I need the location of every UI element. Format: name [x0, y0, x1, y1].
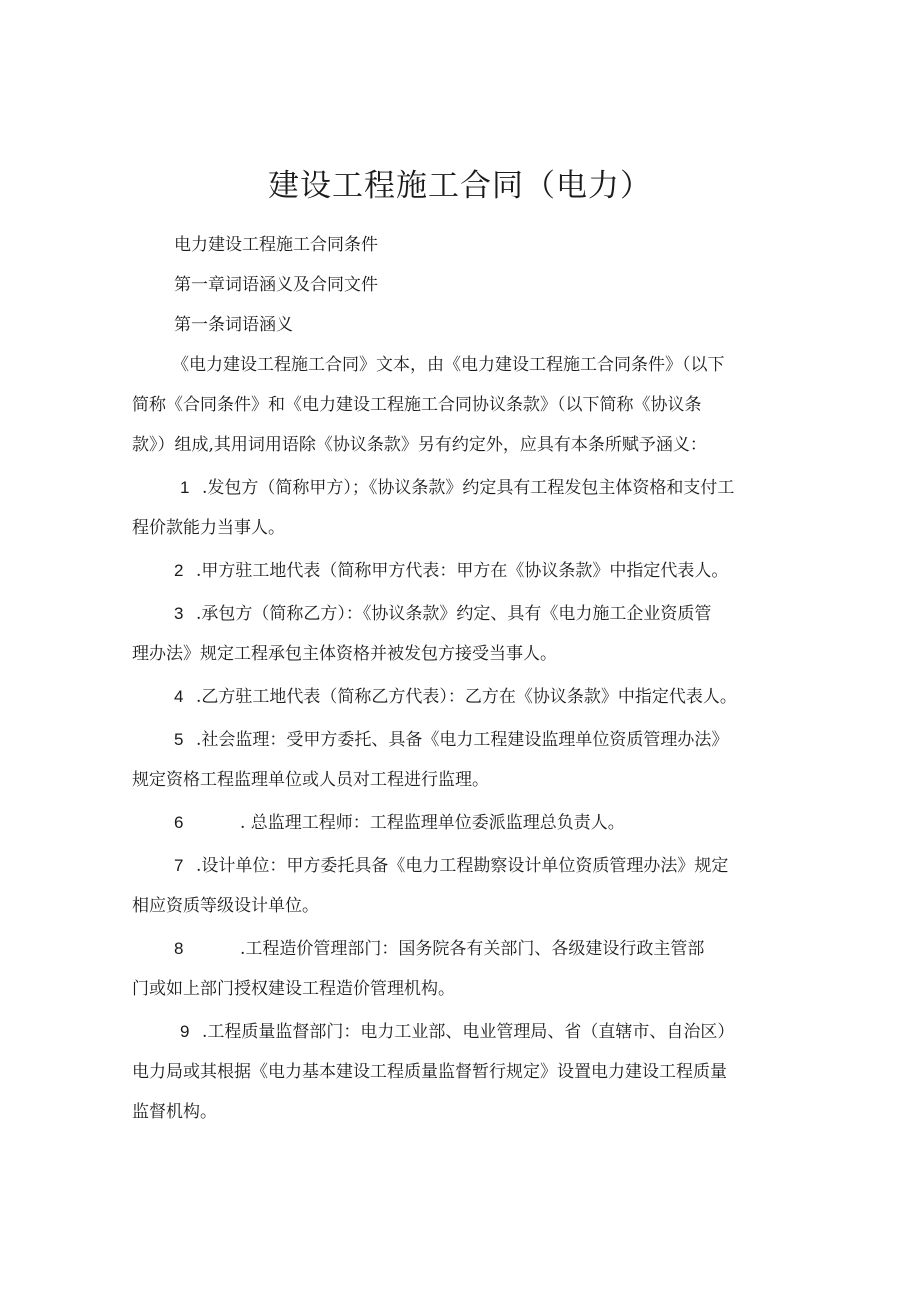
item-first-line: [132, 720, 792, 760]
item-number: 6: [174, 813, 184, 832]
definition-item: [132, 677, 792, 717]
paragraph-line: 电力局或其根据《电力基本建设工程质量监督暂行规定》设置电力建设工程质量: [132, 1062, 727, 1082]
definition-item: [132, 720, 792, 800]
item-first-line: [132, 677, 792, 717]
definition-item: [132, 803, 792, 843]
item-number: 5: [174, 730, 184, 749]
paragraph-line: 款》）组成,其用词用语除《协议条款》另有约定外，应具有本条所赋予涵义：: [132, 435, 707, 455]
paragraph-line: 相应资质等级设计单位。: [132, 896, 319, 916]
item-first-line: [132, 594, 792, 634]
item-number: 4: [174, 687, 184, 706]
definition-item: [132, 846, 792, 926]
definition-item: [132, 551, 792, 591]
item-first-line: [132, 468, 792, 508]
item-number: 3: [174, 604, 184, 623]
paragraph-line: 简称《合同条件》和《电力建设工程施工合同协议条款》（以下简称《协议条: [132, 395, 702, 415]
item-first-line: [132, 551, 792, 591]
definition-item: [132, 594, 792, 674]
paragraph-line: 规定资格工程监理单位或人员对工程进行监理。: [132, 770, 489, 790]
paragraph-line: 程价款能力当事人。: [132, 518, 285, 538]
item-number: 9: [180, 1022, 190, 1041]
item-number: 2: [174, 561, 184, 580]
intro-paragraph: [132, 345, 792, 465]
item-text: .承包方（简称乙方）：《协议条款》约定、具有《电力施工企业资质管: [196, 604, 712, 624]
item-number: 8: [174, 939, 184, 958]
item-text: .社会监理：受甲方委托、具备《电力工程建设监理单位资质管理办法》: [196, 730, 729, 750]
section-heading: 电力建设工程施工合同条件: [174, 235, 378, 255]
item-first-line: [132, 846, 792, 886]
document-body: [132, 225, 792, 1132]
item-text: .工程质量监督部门：电力工业部、电业管理局、省（直辖市、自治区）: [202, 1022, 735, 1042]
paragraph-line: 理办法》规定工程承包主体资格并被发包方接受当事人。: [132, 644, 557, 664]
item-number: 1: [180, 478, 190, 497]
article-heading: 第一条词语涵义: [174, 315, 293, 335]
definition-item: [132, 1012, 792, 1132]
definition-item: [132, 468, 792, 548]
item-text: .发包方（简称甲方）；《协议条款》约定具有工程发包主体资格和支付工: [202, 478, 735, 498]
item-first-line: [132, 929, 792, 969]
item-text: .设计单位：甲方委托具备《电力工程勘察设计单位资质管理办法》规定: [196, 856, 729, 876]
chapter-heading: 第一章词语涵义及合同文件: [174, 275, 378, 295]
item-number: 7: [174, 856, 184, 875]
item-first-line: [132, 1012, 792, 1052]
document-title: 建设工程施工合同（电力）: [268, 168, 652, 204]
paragraph-line: 监督机构。: [132, 1102, 217, 1122]
definition-item: [132, 929, 792, 1009]
item-text: .乙方驻工地代表（简称乙方代表）：乙方在《协议条款》中指定代表人。: [196, 687, 737, 707]
paragraph-line: 《电力建设工程施工合同》文本，由《电力建设工程施工合同条件》（以下: [172, 355, 725, 375]
paragraph-line: 门或如上部门授权建设工程造价管理机构。: [132, 979, 455, 999]
item-text: . 总监理工程师：工程监理单位委派监理总负责人。: [240, 813, 625, 833]
item-first-line: [132, 803, 792, 843]
item-text: .工程造价管理部门：国务院各有关部门、各级建设行政主管部: [240, 939, 705, 959]
item-text: .甲方驻工地代表（简称甲方代表：甲方在《协议条款》中指定代表人。: [196, 561, 729, 581]
